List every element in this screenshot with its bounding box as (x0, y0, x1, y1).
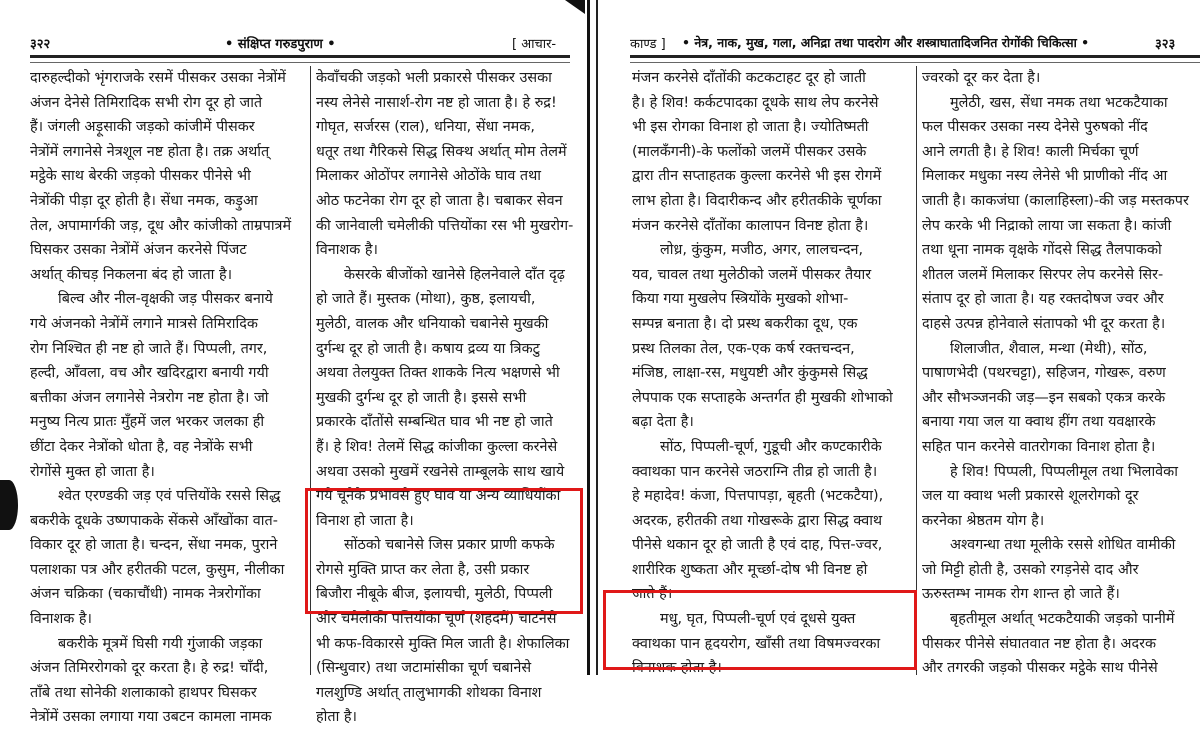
right-page (600, 0, 1200, 675)
text-line: गये अंजनको नेत्रोंमें लगाने मात्रसे तिमिरादिक (30, 315, 258, 332)
right-page-number: ३२३ (1155, 37, 1176, 52)
text-line: लोध्र, कुंकुम, मजीठ, अगर, लालचन्दन, (660, 242, 864, 259)
text-line: अथवा उसको मुखमें रखनेसे ताम्बूलके साथ खाये (316, 463, 565, 480)
text-line: (सिन्धुवार) तथा जटामांसीका चूर्ण चबानेसे (316, 660, 532, 677)
text-line: दारुहल्दीको भृंगराजके रसमें पीसकर उसका नेत्रोंमें (30, 70, 286, 86)
text-line: किया गया मुखलेप स्त्रियोंके मुखको शोभा- (632, 291, 849, 308)
text-line: छींटा देकर नेत्रोंको धोता है, वह नेत्रोंके सभी (30, 438, 253, 455)
text-line: जाते हैं। (632, 586, 673, 603)
text-line: क्वाथका पान हृदयरोग, खाँसी तथा विषमज्वरका (632, 635, 881, 652)
text-line: हैं। हे शिव! तेलमें सिद्ध कांजीका कुल्ला करनेसे (316, 438, 558, 455)
text-line: बकरीके दूधके उष्णपाकके सेंकसे आँखोंका वात- (30, 512, 278, 529)
header-rule (30, 55, 570, 63)
text-line: विनाशक है। (316, 242, 378, 259)
text-line: (मालकँगनी)-के फलोंको जलमें पीसकर उसके (632, 143, 867, 160)
text-line: अथवा तेलयुक्त तिक्त शाकके नित्य भक्षणसे भी (316, 365, 560, 382)
column-divider (916, 66, 917, 675)
text-line: धतूर तथा गैरिकसे सिद्ध सिक्थ अर्थात् मोम तेलमें (316, 143, 567, 160)
text-line: यव, चावल तथा मुलेठीको जलमें पीसकर तैयार (632, 266, 872, 283)
text-line: भी कफ-विकारसे मुक्ति मिल जाती है। शेफालिका (316, 635, 570, 652)
left-section-tag: [ आचार- (512, 37, 557, 52)
text-line: पीनेसे थकान दूर हो जाती है एवं दाह, पित्त-ज्वर, (632, 537, 883, 554)
text-line: फल पीसकर उसका नस्य देनेसे पुरुषको नींद (922, 119, 1148, 136)
column-divider (310, 66, 311, 675)
text-line: घिसकर उसका नेत्रोंमें अंजन करनेसे पिंजट (30, 242, 247, 259)
text-line: हैं। जंगली अड़ूसाकी जड़को कांजीमें पीसकर (30, 119, 255, 136)
header-rule (630, 55, 1200, 63)
scan-margin-mark (0, 480, 18, 530)
text-line: अर्थात् कीचड़ निकलना बंद हो जाता है। (30, 266, 233, 283)
text-line: ज्वरको दूर कर देता है। (922, 70, 1041, 86)
text-line: पाषाणभेदी (पथरचट्टा), सहिजन, गोखरू, वरुण (922, 365, 1166, 382)
text-line: दुर्गन्ध दूर हो जाती है। कषाय द्रव्य या त्रिकटु (316, 340, 540, 357)
text-line: मंजन करनेसे दाँतोंकी कटकटाहट दूर हो जाती (632, 70, 866, 86)
text-line: दाहसे उत्पन्न होनेवाले संतापको भी दूर करता है। (922, 315, 1166, 332)
text-line: नेत्रोंमें लगानेसे नेत्रशूल नष्ट होता है। तक्र अर्थात् (30, 143, 270, 160)
text-line: बिल्व और नील-वृक्षकी जड़ पीसकर बनाये (58, 291, 273, 308)
left-column-2 (316, 66, 574, 730)
text-line: बनाया गया जल या क्वाथ हींग तथा यवक्षारके (922, 414, 1156, 431)
text-line: ऊरुस्तम्भ नामक रोग शान्त हो जाते हैं। (922, 586, 1120, 603)
text-line: मट्ठेके साथ बेरकी जड़को पीसकर पीनेसे भी (30, 168, 251, 185)
text-line: शारीरिक शुष्कता और मूर्च्छा-दोष भी विनष्ट हो (632, 561, 868, 578)
text-line: मिलाकर मधुका नस्य लेनेसे भी प्राणीको नींद आ (922, 168, 1168, 185)
text-line: नेत्रोंकी पीड़ा दूर होती है। सेंधा नमक, कड़ुआ (30, 192, 258, 209)
right-column-1 (632, 66, 904, 681)
text-line: है। हे शिव! कर्कटपादका दूधके साथ लेप करनेसे (632, 94, 879, 111)
text-line: बढ़ा देता है। (632, 414, 694, 431)
text-line: अंजन चक्रिका (चकाचौंधी) नामक नेत्ररोगोंका (30, 586, 261, 603)
right-running-title: • नेत्र, नाक, मुख, गला, अनिद्रा तथा पादरोग और शस्त्राघातादिजनित रोगोंकी चिकित्सा • (682, 35, 1090, 50)
text-line: श्वेत एरण्डकी जड़ एवं पत्तियोंके रससे सिद्ध (58, 488, 281, 505)
text-line: अश्वगन्धा तथा मूलीके रससे शोधित वामीकी (950, 537, 1176, 554)
text-line: जल या क्वाथ भली प्रकारसे शूलरोगको दूर (922, 488, 1139, 505)
book-gutter (585, 0, 600, 675)
text-line: केवाँचकी जड़को भली प्रकारसे पीसकर उसका (316, 70, 552, 86)
text-line: सोंठको चबानेसे जिस प्रकार प्राणी कफके (344, 537, 555, 554)
text-line: शीतल जलमें मिलाकर सिरपर लेप करनेसे सिर- (922, 266, 1164, 283)
text-line: मिलाकर ओठोंपर लगानेसे ओठोंके घाव तथा (316, 168, 542, 185)
text-line: मुखकी दुर्गन्ध दूर हो जाती है। इससे सभी (316, 389, 527, 406)
text-line: ओठ फटनेका रोग दूर हो जाता है। चबाकर सेवन (316, 192, 563, 209)
text-line: संताप दूर हो जाता है। यह रक्तदोषज ज्वर और (922, 291, 1164, 308)
text-line: लेप करके भी निद्राको लाया जा सकता है। कांजी (922, 217, 1172, 234)
text-line: द्वारा तीन सप्ताहतक कुल्ला करनेसे भी इस रोगमें (632, 168, 882, 185)
right-section-tag: काण्ड ] (630, 37, 666, 52)
text-line: पलाशका पत्र और हरीतकी पटल, कुसुम, नीलीका (30, 561, 285, 578)
text-line: तथा धूना नामक वृक्षके गोंदसे सिद्ध तैलपाकको (922, 242, 1162, 259)
text-line: सोंठ, पिप्पली-चूर्ण, गुडूची और कण्टकारीके (660, 438, 882, 455)
text-line: तेल, अपामार्गकी जड़, दूध और कांजीको ताम्रपात्रमें (30, 217, 292, 234)
text-line: अंजन देनेसे तिमिरादिक सभी रोग दूर हो जाते (30, 94, 263, 111)
text-line: मंजन करनेसे दाँतोंका कालापन विनष्ट होता है। (632, 217, 869, 234)
text-line: शिलाजीत, शैवाल, मन्था (मेथी), सोंठ, (950, 340, 1148, 357)
right-column-2 (922, 66, 1198, 681)
text-line: आने लगती है। हे शिव! काली मिर्चका चूर्ण (922, 143, 1139, 160)
text-line: गये चूनेके प्रभावसे हुए घाव या अन्य व्याधियोंका (316, 488, 561, 505)
left-running-title: • संक्षिप्त गरुडपुराण • (225, 37, 336, 52)
text-line: गोघृत, सर्जरस (राल), धनिया, सेंधा नमक, (316, 119, 535, 136)
text-line: बृहतीमूल अर्थात् भटकटैयाकी जड़को पानीमें (950, 611, 1175, 628)
text-line: नस्य लेनेसे नासार्श-रोग नष्ट हो जाता है। हे रुद्र! (316, 94, 557, 111)
text-line: मधु, घृत, पिप्पली-चूर्ण एवं दूधसे युक्त (660, 611, 856, 628)
text-line: प्रस्थ तिलका तेल, एक-एक कर्ष रक्तचन्दन, (632, 340, 855, 357)
text-line: और तगरकी जड़को पीसकर मट्ठेके साथ पीनेसे (922, 660, 1158, 677)
text-line: जाती है। काकजंघा (कालाहिस्ला)-की जड़ मस्तकपर (922, 192, 1189, 209)
text-line: हे महादेव! कंजा, पित्तपापड़ा, बृहती (भटकटैया), (632, 488, 884, 505)
text-line: केसरके बीजोंको खानेसे हिलनेवाले दाँत दृढ़ (344, 266, 565, 283)
text-line: रोग निश्चित ही नष्ट हो जाते हैं। पिप्पली, तगर, (30, 340, 268, 357)
left-column-1 (30, 66, 306, 730)
text-line: विनाशक है। (30, 611, 92, 628)
left-page-number: ३२२ (30, 37, 51, 52)
text-line: भी इस रोगका विनाश हो जाता है। ज्योतिष्मती (632, 119, 869, 136)
text-line: सम्पन्न बनाता है। दो प्रस्थ बकरीका दूध, एक (632, 315, 858, 332)
text-line: करनेका श्रेष्ठतम योग है। (922, 512, 1045, 529)
text-line: रोगसे मुक्ति प्राप्त कर लेता है, उसी प्रकार (316, 561, 530, 578)
text-line: लेपपाक एक सप्ताहके अन्तर्गत ही मुखकी शोभाको (632, 389, 893, 406)
text-line: क्वाथका पान करनेसे जठराग्नि तीव्र हो जाती है। (632, 463, 878, 480)
text-line: बिजौरा नीबूके बीज, इलायची, मुलेठी, पिप्पली (316, 586, 553, 603)
text-line: हो जाते हैं। मुस्तक (मोथा), कुष्ठ, इलायची, (316, 291, 536, 308)
text-line: और सौभञ्जनकी जड़—इन सबको एकत्र करके (922, 389, 1166, 406)
text-line: प्रकारके दाँतोंसे सम्बन्धित घाव भी नष्ट हो जाते (316, 414, 553, 431)
text-line: हल्दी, आँवला, वच और खदिरद्वारा बनायी गयी (30, 365, 269, 382)
text-line: की जानेवाली चमेलीकी पत्तियोंका रस भी मुखरोग- (316, 217, 574, 234)
text-line: मुलेठी, वालक और धनियाको चबानेसे मुखकी (316, 315, 549, 332)
text-line: गलशुण्डि अर्थात् तालुभागकी शोथका विनाश (316, 684, 542, 701)
text-line: लाभ होता है। विदारीकन्द और हरीतकीके चूर्णका (632, 192, 882, 209)
text-line: हे शिव! पिप्पली, पिप्पलीमूल तथा भिलावेका (950, 463, 1178, 480)
text-line: बत्तीका अंजन लगानेसे नेत्ररोग नष्ट होता है। जो (30, 389, 269, 406)
text-line: अंजन तिमिररोगको दूर करता है। हे रुद्र! चाँदी, (30, 660, 269, 677)
text-line: मुलेठी, खस, सेंधा नमक तथा भटकटैयाका (950, 94, 1168, 111)
text-line: पीसकर पीनेसे संघातवात नष्ट होता है। अदरक (922, 635, 1157, 652)
text-line: विकार दूर हो जाता है। चन्दन, सेंधा नमक, पुराने (30, 537, 278, 554)
text-line: अदरक, हरीतकी तथा गोखरूके द्वारा सिद्ध क्वाथ (632, 512, 883, 529)
text-line: और चमेलीकी पत्तियोंका चूर्ण (शहदमें) चाटनेसे (316, 611, 557, 628)
text-line: विनाश हो जाता है। (316, 512, 414, 529)
text-line: नेत्रोंमें उसका लगाया गया उबटन कामला नामक (30, 709, 272, 726)
text-line: जो मिट्टी होती है, उसको रगड़नेसे दाद और (922, 561, 1139, 578)
text-line: रोगोंसे मुक्त हो जाता है। (30, 463, 155, 480)
text-line: सहित पान करनेसे वातरोगका विनाश होता है। (922, 438, 1156, 455)
page-corner-mark (565, 0, 585, 14)
text-line: बकरीके मूत्रमें घिसी गयी गुंजाकी जड़का (58, 635, 263, 652)
text-line: मनुष्य नित्य प्रातः मुँहमें जल भरकर जलका ही (30, 414, 265, 431)
text-line: मंजिष्ठ, लाक्षा-रस, मधुयष्टी और कुंकुमसे सिद्ध (632, 365, 868, 382)
left-page (0, 0, 585, 726)
text-line: विनाशक होता है। (632, 660, 722, 677)
text-line: होता है। (316, 709, 357, 726)
text-line: ताँबे तथा सोनेकी शलाकाको हाथपर घिसकर (30, 684, 257, 701)
